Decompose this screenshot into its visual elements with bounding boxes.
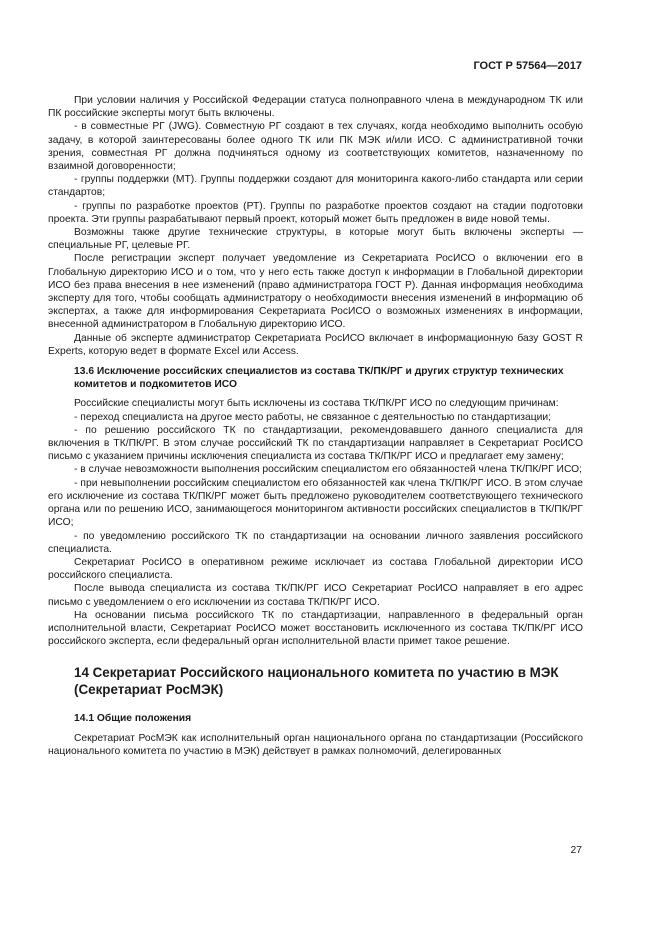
paragraph: Возможны также другие технические структуры, в которые могут быть включены эксперты — специальные РГ, целевые РГ. xyxy=(48,227,583,252)
list-item: - в случае невозможности выполнения российским специалистом его обязанностей члена ТК/ПК/РГ ИСО; xyxy=(74,464,583,476)
paragraph: После регистрации эксперт получает уведомление из Секретариата РосИСО о включении его в Глобальную директорию ИСО и о том, что у него есть также доступ к информации в Глобальной директории ИСО без права внесения в нее изменений (право администратора ГОСТ Р). Данная информация необходима эксперту для того, чтобы сообщать администратору о необходимости внесения изменений в информацию об экспертах, а также для информирования Секретариата РосИСО о возможных изменениях в информации, внесенной администратором в Глобальную директорию ИСО. xyxy=(48,253,583,331)
list-item: - группы по разработке проектов (РТ). Группы по разработке проектов создают на стадии подготовки проекта. Эти группы разрабатывают первый проект, который может быть предложен в виде новой темы. xyxy=(48,200,583,225)
page-number: 27 xyxy=(570,845,582,856)
list-item: - при невыполнении российским специалистом его обязанностей как члена ТК/ПК/РГ ИСО. В этом случае его исключение из состава ТК/ПК/РГ может быть предложено руководителем соответствующего технического органа или по решению ИСО, занимающегося мониторингом активности российских специалистов в ТК/ПК/РГ ИСО; xyxy=(48,477,583,529)
paragraph: Данные об эксперте администратор Секретариата РосИСО включает в информационную базу GOST R Experts, которую ведет в формате Excel или Access. xyxy=(48,332,583,357)
paragraph: Секретариат РосМЭК как исполнительный орган национального органа по стандартизации (Российского национального комитета по участию в МЭК) действует в рамках полномочий, делегированных xyxy=(48,732,583,757)
paragraph: Секретариат РосИСО в оперативном режиме исключает из состава Глобальной директории ИСО российского специалиста. xyxy=(48,556,583,582)
standard-code: ГОСТ Р 57564—2017 xyxy=(473,60,582,72)
section-heading-14-1: 14.1 Общие положения xyxy=(74,713,192,725)
list-item: - по решению российского ТК по стандартизации, рекомендовавшего данного специалиста для включения в ТК/ПК/РГ. В этом случае российский ТК по стандартизации направляет в Секретариат РосИСО письмо с указанием причины исключения специалиста из состава ТК/ПК/РГ ИСО и предлагает ему замену; xyxy=(48,424,583,463)
list-item: - переход специалиста на другое место работы, не связанное с деятельностью по стандартизации; xyxy=(74,411,551,423)
list-item: - по уведомлению российского ТК по стандартизации на основании личного заявления российского специалиста. xyxy=(48,530,583,555)
paragraph: При условии наличия у Российской Федерации статуса полноправного члена в международном ТК или ПК российские эксперты могут быть включены. xyxy=(48,95,583,120)
section-heading-14: 14 Секретариат Российского национального комитета по участию в МЭК (Секретариат РосМЭК) xyxy=(74,665,559,698)
paragraph: Российские специалисты могут быть исключены из состава ТК/ПК/РГ ИСО по следующим причинам: xyxy=(74,398,559,410)
section-heading-13-6: 13.6 Исключение российских специалистов из состава ТК/ПК/РГ и других структур технических комитетов и подкомитетов ИСО xyxy=(74,366,564,391)
list-item: - в совместные РГ (JWG). Совместную РГ создают в тех случаях, когда необходимо выполнить особую задачу, в которой заинтересованы более одного ТК или ПК МЭК и/или ИСО. С административной точки зрения, совместная РГ должна подчиняться одному из соответствующих комитетов, назначенному по взаимной договоренности; xyxy=(48,121,583,173)
document-body xyxy=(48,94,583,758)
list-item: - группы поддержки (МТ). Группы поддержки создают для мониторинга какого-либо стандарта или серии стандартов; xyxy=(48,174,583,199)
paragraph: На основании письма российского ТК по стандартизации, направленного в федеральный орган исполнительной власти, Секретариат РосИСО может восстановить исключенного из состава ТК/ПК/РГ ИСО российского эксперта, если федеральный орган исполнительной власти примет такое решение. xyxy=(48,609,583,648)
paragraph: После вывода специалиста из состава ТК/ПК/РГ ИСО Секретариат РосИСО направляет в его адрес письмо с уведомлением о его исключении из состава ТК/ПК/РГ ИСО. xyxy=(48,583,583,608)
